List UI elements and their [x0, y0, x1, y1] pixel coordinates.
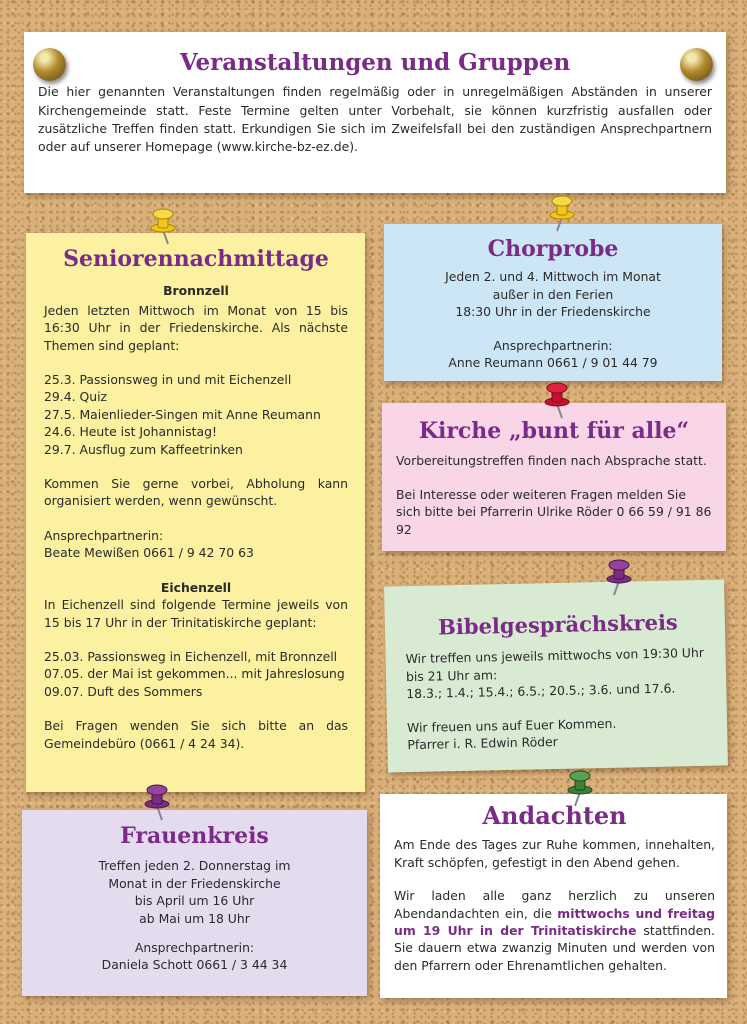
- bronnzell-list: [44, 371, 348, 458]
- bunt-note: [382, 403, 726, 551]
- andachten-title: Andachten: [482, 801, 627, 830]
- chor-title: Chorprobe: [487, 236, 619, 262]
- bibel-closing: Wir freuen uns auf Euer Kommen. Pfarrer i. R. Edwin Röder: [406, 715, 617, 753]
- eichenzell-list: [44, 648, 348, 700]
- list-item: 24.6. Heute ist Johannistag!: [44, 424, 217, 440]
- chor-note: [384, 224, 722, 381]
- list-item: 29.4. Quiz: [44, 389, 108, 405]
- bibel-title: Bibelgesprächskreis: [437, 609, 678, 640]
- list-item: 09.07. Duft des Sommers: [44, 683, 203, 699]
- pushpin-icon: [563, 768, 597, 808]
- bronnzell-contact: Beate Mewißen 0661 / 9 42 70 63: [44, 545, 254, 561]
- frauen-text: Treffen jeden 2. Donnerstag im Monat in der Friedenskirche bis April um 16 Uhr ab Mai um 18 Uhr: [98, 858, 291, 926]
- pushpin-icon: [540, 380, 574, 420]
- bunt-title: Kirche „bunt für alle“: [418, 418, 690, 444]
- pushpin-icon: [146, 206, 180, 246]
- andachten-text-2-post: stattfinden. Sie dauern etwa zwanzig Minuten und werden von den Pfarrern oder Ehrenamtlichen gehalten.: [394, 923, 715, 973]
- chor-contact: Anne Reumann 0661 / 9 01 44 79: [448, 355, 658, 371]
- eichenzell-heading: Eichenzell: [160, 579, 232, 595]
- bronnzell-contact-label: Ansprechpartnerin:: [44, 527, 164, 543]
- andachten-text-1: Am Ende des Tages zur Ruhe kommen, innehalten, Kraft schöpfen, gefestigt in den Abend gehen.: [394, 837, 715, 870]
- frauen-contact: Daniela Schott 0661 / 3 44 34: [101, 957, 288, 973]
- list-item: 29.7. Ausflug zum Kaffeetrinken: [44, 441, 243, 457]
- chor-text: Jeden 2. und 4. Mittwoch im Monat außer in den Ferien 18:30 Uhr in der Friedenskirche: [445, 269, 661, 320]
- frauen-note: [22, 810, 367, 996]
- frauen-title: Frauenkreis: [120, 823, 269, 849]
- frauen-contact-label: Ansprechpartnerin:: [134, 940, 255, 956]
- andachten-note: [380, 794, 727, 998]
- bunt-text-1: Vorbereitungstreffen finden nach Absprache statt.: [396, 453, 707, 469]
- list-item: 27.5. Maienlieder-Singen mit Anne Reumann: [44, 406, 321, 422]
- andachten-text-2: [394, 887, 715, 974]
- eichenzell-note: Bei Fragen wenden Sie sich bitte an das Gemeindebüro (0661 / 4 24 34).: [44, 718, 348, 751]
- seniors-title: Seniorennachmittage: [63, 246, 329, 272]
- eichenzell-intro: In Eichenzell sind folgende Termine jeweils von 15 bis 17 Uhr in der Trinitatiskirche geplant:: [44, 597, 348, 630]
- page-title: Veranstaltungen und Gruppen: [179, 49, 571, 76]
- chor-contact-label: Ansprechpartnerin:: [493, 337, 613, 353]
- pushpin-icon: [140, 782, 174, 822]
- bronnzell-intro: Jeden letzten Mittwoch im Monat von 15 bis 16:30 Uhr in der Friedenskirche. Als nächste Themen sind geplant:: [44, 302, 348, 353]
- brass-thumbtack-icon: [680, 48, 713, 81]
- andachten-text-2-pre: Wir laden alle ganz herzlich zu unseren Abendandachten ein, die: [394, 888, 715, 921]
- intro-note: [24, 32, 726, 193]
- bibel-note: [384, 579, 728, 772]
- list-item: 07.05. der Mai ist gekommen... mit Jahreslosung: [44, 666, 345, 682]
- pushpin-icon: [602, 557, 636, 597]
- intro-text: Die hier genannten Veranstaltungen finden regelmäßig oder in unregelmäßigen Abständen in unserer Kirchengemeinde statt. Feste Termine gelten unter Vorbehalt, sie können kurzfristig ausfallen oder zusätzliche Treffen finden statt. Erkundigen Sie sich im Zweifelsfall bei den zuständigen Ansprechpartnern oder auf unserer Homepage (www.kirche-bz-ez.de).: [38, 84, 712, 155]
- list-item: 25.3. Passionsweg in und mit Eichenzell: [44, 372, 292, 388]
- bibel-text: Wir treffen uns jeweils mittwochs von 19:30 Uhr bis 21 Uhr am: 18.3.; 1.4.; 15.4.; 6.5.; 20.5.; 3.6. und 17.6.: [405, 645, 705, 702]
- list-item: 25.03. Passionsweg in Eichenzell, mit Bronnzell: [44, 648, 338, 664]
- bronnzell-note: Kommen Sie gerne vorbei, Abholung kann organisiert werden, wenn gewünscht.: [44, 476, 348, 509]
- seniors-note: [26, 233, 365, 792]
- brass-thumbtack-icon: [33, 48, 66, 81]
- pushpin-icon: [545, 193, 579, 233]
- bronnzell-heading: Bronnzell: [163, 283, 229, 299]
- andachten-highlight: mittwochs und freitag um 19 Uhr in der Trinitatiskirche: [394, 905, 715, 939]
- bunt-text-2: Bei Interesse oder weiteren Fragen melden Sie sich bitte bei Pfarrerin Ulrike Röder 0 66 59 / 91 86 92: [396, 486, 712, 537]
